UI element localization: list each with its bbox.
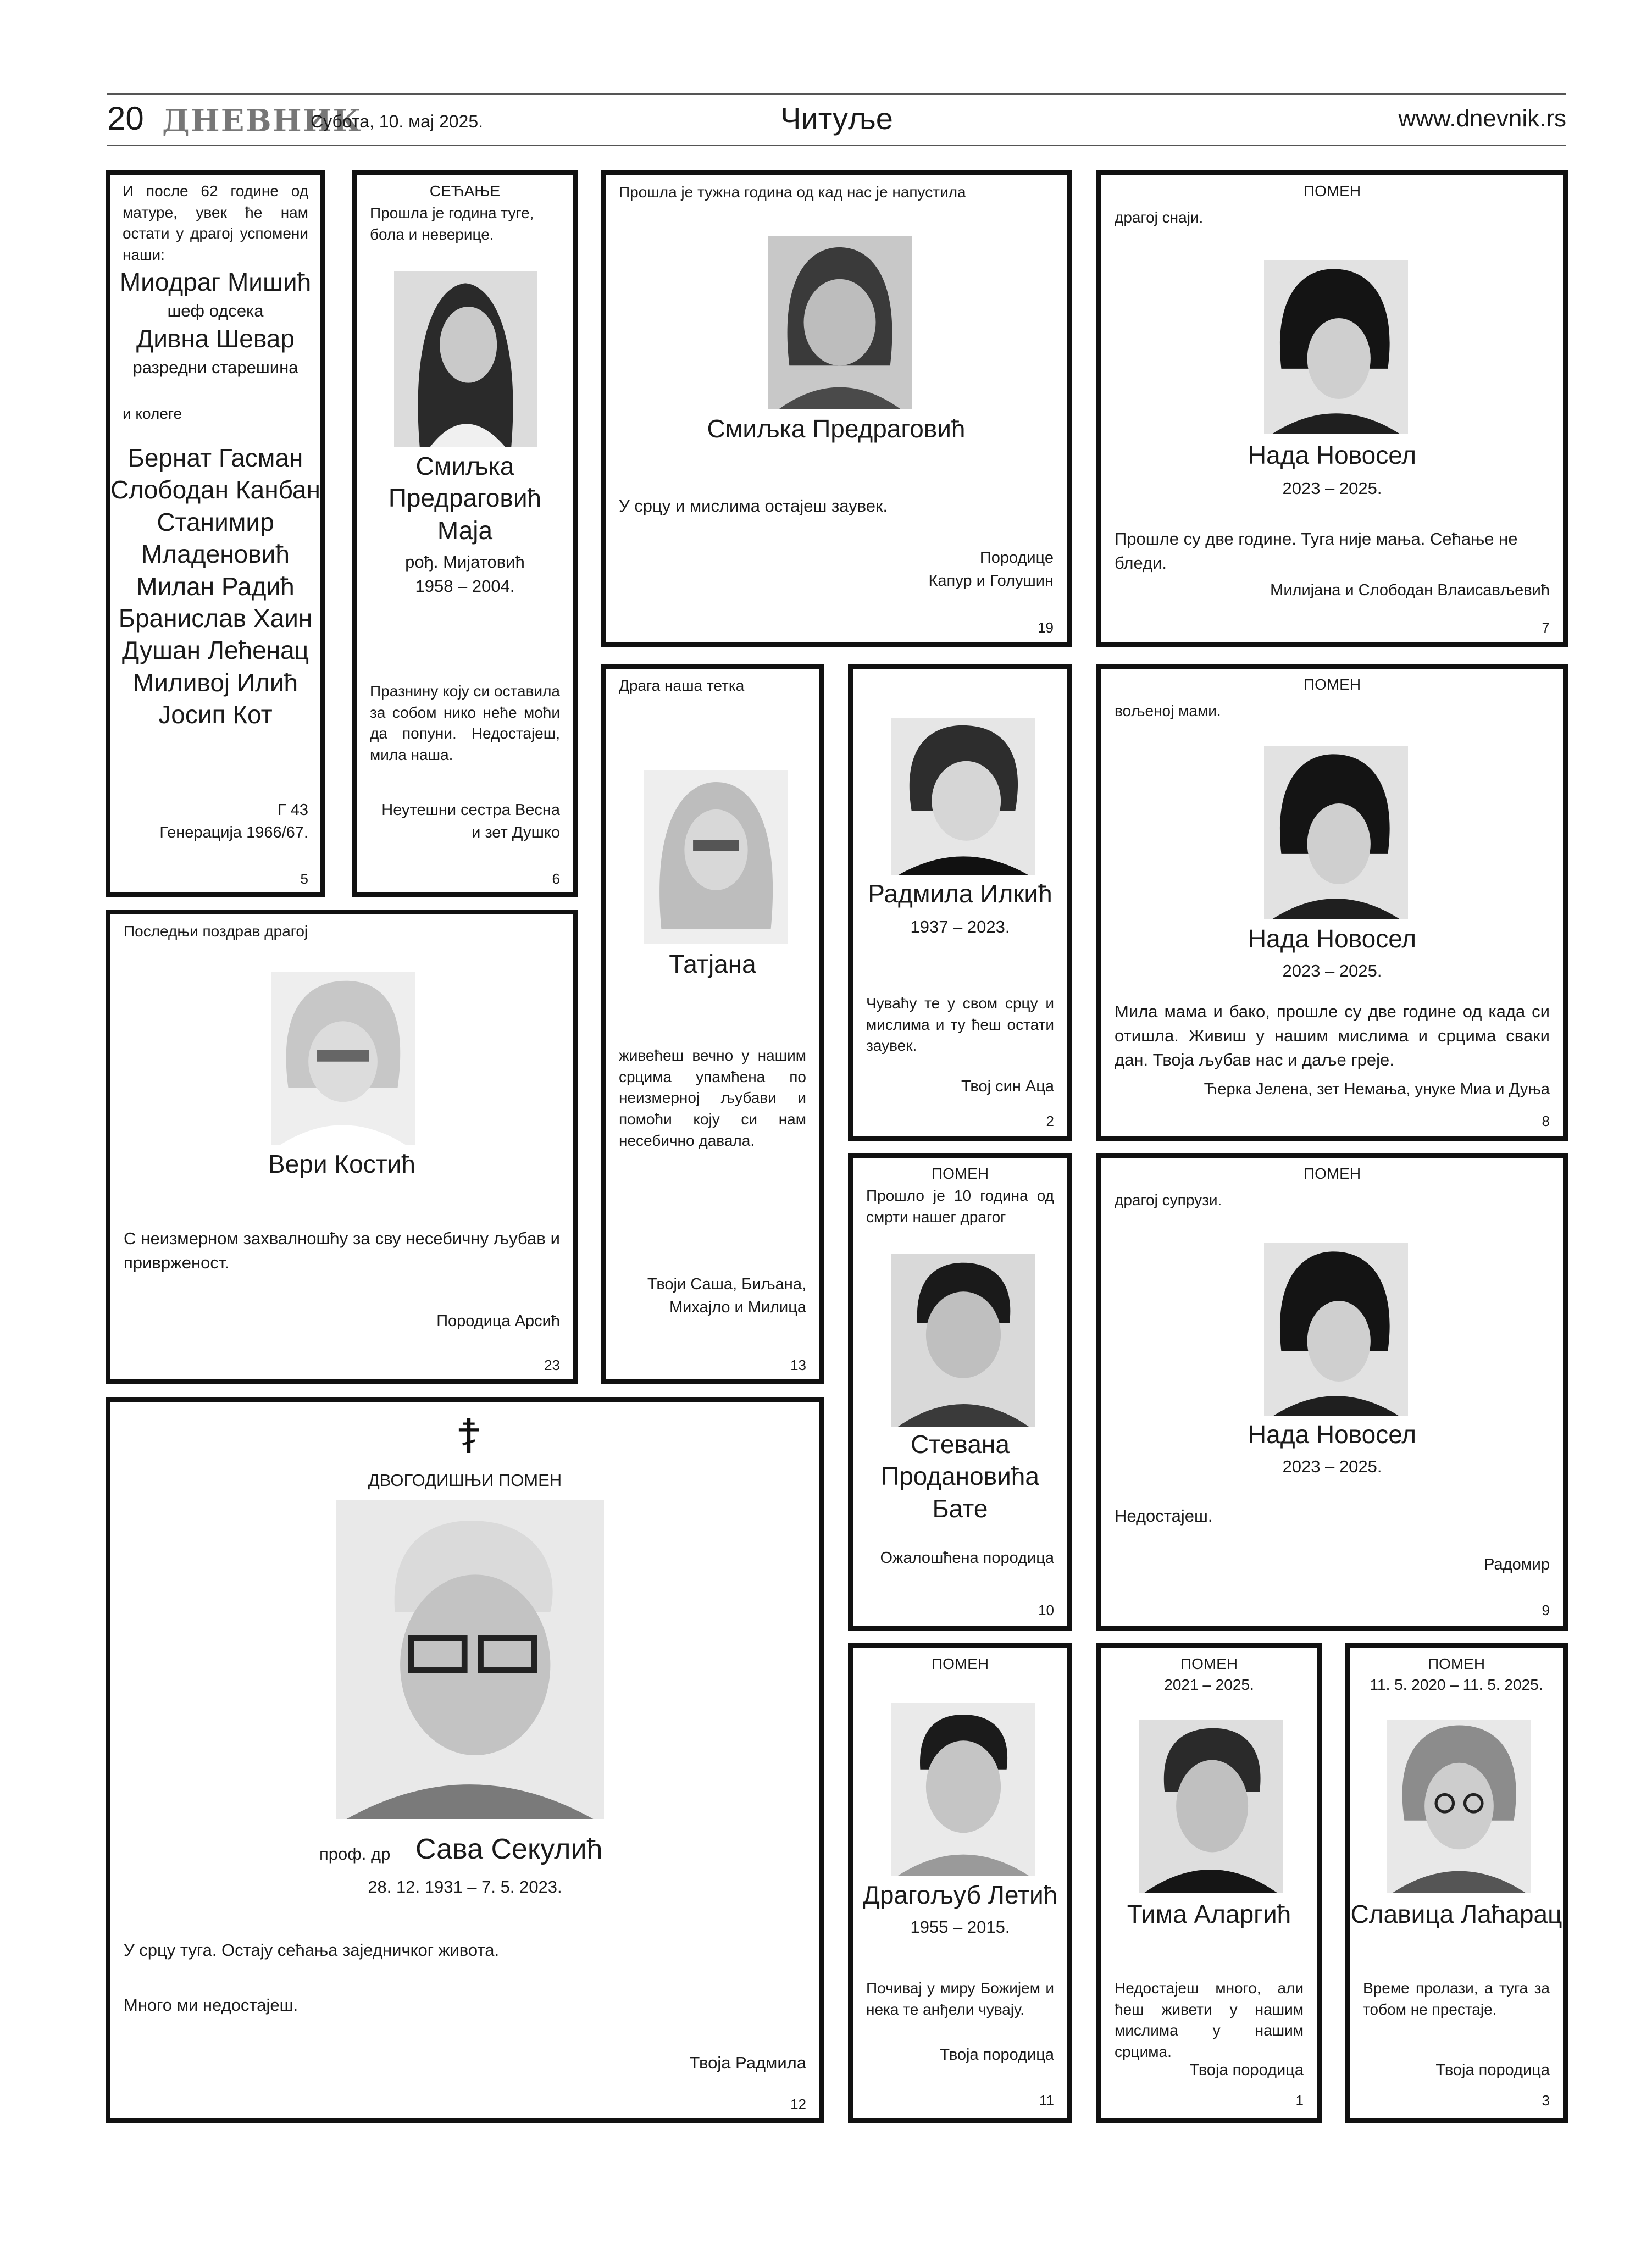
obituary-notice-9	[1096, 1153, 1568, 1631]
deceased-name: Бернат Гасман	[127, 443, 303, 472]
signature: Капур и Голушин	[928, 572, 1054, 590]
notice-number: 8	[1542, 1113, 1550, 1129]
deceased-name: Дивна Шевар	[136, 324, 295, 353]
notice-message: живећеш вечно у нашим срцима упамћена по неизмерној љубави и помоћи коју си нам несебично давала.	[619, 1047, 806, 1149]
deceased-name: Нада Новосел	[1248, 1420, 1417, 1449]
notice-number: 19	[1038, 619, 1054, 636]
notice-heading: ПОМЕН	[1303, 1165, 1361, 1182]
deceased-name: Татјана	[669, 950, 756, 978]
deceased-role: шеф одсека	[167, 301, 264, 320]
notice-message: Прошле су две године. Туга није мања. Сећање не бледи.	[1115, 529, 1518, 573]
notice-number: 10	[1038, 1602, 1054, 1618]
notice-intro: Последњи поздрав драгој	[124, 923, 308, 940]
signature: Ожалошћена породица	[880, 1549, 1054, 1567]
obituary-notice-8	[1096, 664, 1568, 1141]
notice-intro: Прошла је година туге, бола и неверице.	[370, 204, 534, 243]
signature: Породице	[979, 549, 1054, 567]
notice-message: У срцу и мислима остајеш заувек.	[619, 496, 888, 515]
deceased-photo	[336, 1500, 604, 1819]
notice-intro: Драга наша тетка	[619, 677, 745, 694]
deceased-name: Тима Аларгић	[1127, 1900, 1291, 1928]
obituary-notice-13	[601, 664, 824, 1384]
portrait-image	[768, 236, 912, 409]
signature: Твоја породица	[1189, 2061, 1304, 2079]
life-years: 2023 – 2025.	[1282, 961, 1382, 980]
notice-intro: Прошла је тужна година од кад нас је напустила	[619, 184, 966, 201]
maiden-name: рођ. Мијатовић	[405, 552, 525, 572]
deceased-photo	[1387, 1720, 1531, 1893]
notice-number: 9	[1542, 1602, 1550, 1618]
deceased-name: Нада Новосел	[1248, 924, 1417, 953]
deceased-name: Смиљка Предраговић Маја	[388, 452, 542, 545]
colleague-names	[110, 442, 320, 731]
notice-intro: вољеној мами.	[1115, 702, 1221, 719]
portrait-image	[891, 718, 1035, 875]
deceased-name: Миодраг Мишић	[119, 268, 312, 296]
newspaper-logo: ДНЕВНИК	[162, 103, 362, 139]
page-header	[107, 93, 1566, 146]
signature: Твоја породица	[940, 2046, 1054, 2064]
portrait-image	[1264, 746, 1408, 919]
portrait-image	[394, 271, 537, 447]
signature: Твоја Радмила	[689, 2053, 806, 2072]
portrait-image	[271, 972, 415, 1145]
notice-heading: ПОМЕН	[1427, 1655, 1485, 1672]
deceased-name: Станимир	[157, 507, 274, 536]
academic-title: проф. др	[319, 1844, 391, 1864]
deceased-name: Стевана Продановића Бате	[881, 1430, 1039, 1523]
portrait-image	[891, 1703, 1035, 1876]
deceased-photo	[891, 718, 1035, 875]
life-years: 1937 – 2023.	[910, 917, 1010, 936]
life-years: 2023 – 2025.	[1282, 1457, 1382, 1476]
deceased-name: Смиљка Предраговић	[707, 414, 966, 443]
colleagues-label: и колеге	[123, 405, 182, 422]
website-link[interactable]: www.dnevnik.rs	[1398, 105, 1566, 132]
notice-number: 1	[1295, 2092, 1304, 2109]
notice-intro: драгој супрузи.	[1115, 1191, 1222, 1208]
orthodox-cross-icon	[457, 1418, 481, 1453]
obituary-notice-6	[352, 170, 578, 897]
life-years: 1955 – 2015.	[910, 1917, 1010, 1937]
notice-number: 3	[1542, 2092, 1550, 2109]
notice-number: 6	[552, 870, 560, 887]
notice-message: Чуваћу те у свом срцу и мислима и ту ћеш остати заувек.	[866, 995, 1054, 1055]
signature: и зет Душко	[472, 824, 560, 841]
notice-heading: СЕЋАЊЕ	[429, 182, 501, 199]
portrait-image	[1387, 1720, 1531, 1893]
notice-number: 5	[300, 870, 308, 887]
notice-heading: ПОМЕН	[931, 1165, 989, 1182]
deceased-name: Милан Радић	[136, 572, 295, 601]
notice-heading: ПОМЕН	[1180, 1655, 1238, 1672]
notice-message: Много ми недостајеш.	[124, 1995, 298, 2015]
deceased-name: Бранислав Хаин	[118, 604, 313, 633]
life-dates: 28. 12. 1931 – 7. 5. 2023.	[368, 1877, 562, 1896]
signature: Твој син Аца	[961, 1078, 1054, 1095]
obituary-notice-12	[106, 1397, 824, 2123]
deceased-name: Слободан Канбан	[110, 475, 320, 504]
deceased-name: Младеновић	[141, 540, 290, 569]
deceased-name: Драгољуб Летић	[862, 1881, 1058, 1909]
portrait-image	[891, 1254, 1035, 1427]
deceased-photo	[394, 271, 537, 447]
obituary-notice-11	[848, 1643, 1072, 2123]
notice-intro: драгој снаји.	[1115, 209, 1204, 226]
obituary-notice-2	[848, 664, 1072, 1141]
notice-intro: Прошло је 10 година од смрти нашег драгог	[866, 1187, 1054, 1225]
obituary-notice-3	[1345, 1643, 1568, 2123]
signature: Генерација 1966/67.	[159, 824, 308, 841]
deceased-photo	[891, 1254, 1035, 1427]
signature: Милијана и Слободан Влаисављевић	[1270, 581, 1550, 599]
deceased-name: Миливој Илић	[132, 668, 298, 697]
deceased-photo	[644, 770, 788, 944]
signature: Ћерка Јелена, зет Немања, унуке Миа и Дуња	[1204, 1080, 1550, 1098]
obituary-notice-1	[1096, 1643, 1322, 2123]
life-years: 2021 – 2025.	[1164, 1676, 1254, 1693]
notice-number: 12	[790, 2096, 806, 2112]
deceased-name: Сава Секулић	[415, 1833, 603, 1865]
deceased-photo	[1264, 260, 1408, 434]
deceased-name: Душан Лећенац	[121, 636, 309, 665]
notice-message: С неизмерном захвалношћу за сву несебичну љубав и приврженост.	[124, 1229, 560, 1273]
notice-number: 11	[1039, 2092, 1054, 2109]
signature: Радомир	[1484, 1556, 1550, 1573]
notice-message: Недостајеш много, али ћеш живети у нашим мислима у нашим срцима.	[1115, 1979, 1304, 2060]
signature: Твоја породица	[1435, 2061, 1550, 2079]
deceased-photo	[768, 236, 912, 409]
portrait-image	[1139, 1720, 1283, 1893]
deceased-name: Радмила Илкић	[868, 879, 1052, 908]
notice-number: 7	[1542, 619, 1550, 636]
deceased-photo	[891, 1703, 1035, 1876]
notice-message: Празнину коју си оставила за собом нико неће моћи да попуни. Недостајеш, мила наша.	[370, 683, 560, 763]
portrait-image	[1264, 260, 1408, 434]
signature: Михајло и Милица	[669, 1299, 806, 1316]
notice-heading: ПОМЕН	[1303, 182, 1361, 199]
notice-number: 23	[544, 1357, 560, 1373]
deceased-name: Славица Лаћарац	[1350, 1900, 1562, 1928]
signature: Твоји Саша, Биљана,	[647, 1275, 806, 1293]
notice-message: Недостајеш.	[1115, 1506, 1213, 1526]
deceased-photo	[271, 972, 415, 1145]
life-years: 11. 5. 2020 – 11. 5. 2025.	[1370, 1676, 1543, 1693]
portrait-image	[1264, 1243, 1408, 1416]
issue-date: Субота, 10. мај 2025.	[311, 112, 484, 131]
deceased-name: Јосип Кот	[158, 700, 273, 729]
portrait-image	[644, 770, 788, 944]
obituary-notice-7	[1096, 170, 1568, 647]
notice-number: 2	[1046, 1113, 1054, 1129]
obituary-notice-5	[106, 170, 325, 897]
notice-heading: ПОМЕН	[931, 1655, 989, 1672]
obituary-notice-23	[106, 910, 578, 1384]
deceased-photo	[1139, 1720, 1283, 1893]
notice-message: Време пролази, а туга за тобом не престаје.	[1363, 1979, 1550, 2018]
notice-message: Почивај у миру Божијем и нека те анђели чувају.	[866, 1979, 1054, 2018]
notice-message: Мила мама и бако, прошле су две године од када си отишла. Живиш у нашим мислима и срцима сваки дан. Твоја љубав нас и даље греје.	[1115, 1002, 1550, 1070]
section-title: Читуље	[780, 101, 893, 136]
notice-number: 13	[790, 1357, 806, 1373]
life-years: 2023 – 2025.	[1282, 479, 1382, 498]
notice-message: У срцу туга. Остају сећања заједничког живота.	[124, 1940, 500, 1960]
obituary-notice-19	[601, 170, 1072, 647]
signature: Г 43	[277, 801, 308, 819]
deceased-photo	[1264, 1243, 1408, 1416]
signature: Неутешни сестра Весна	[381, 801, 560, 819]
notice-intro: И после 62 године од матуре, увек ће нам остати у драгој успомени наши:	[123, 182, 308, 263]
page-number: 20	[107, 100, 144, 137]
notice-heading: ПОМЕН	[1303, 676, 1361, 693]
signature: Породица Арсић	[436, 1312, 560, 1330]
obituary-notice-10	[848, 1153, 1072, 1631]
deceased-name: Вери Костић	[268, 1150, 416, 1178]
portrait-image	[336, 1500, 604, 1819]
life-years: 1958 – 2004.	[415, 576, 515, 596]
deceased-name: Нада Новосел	[1248, 441, 1417, 469]
deceased-role: разредни старешина	[132, 358, 298, 377]
notice-heading: ДВОГОДИШЊИ ПОМЕН	[368, 1471, 562, 1490]
deceased-photo	[1264, 746, 1408, 919]
